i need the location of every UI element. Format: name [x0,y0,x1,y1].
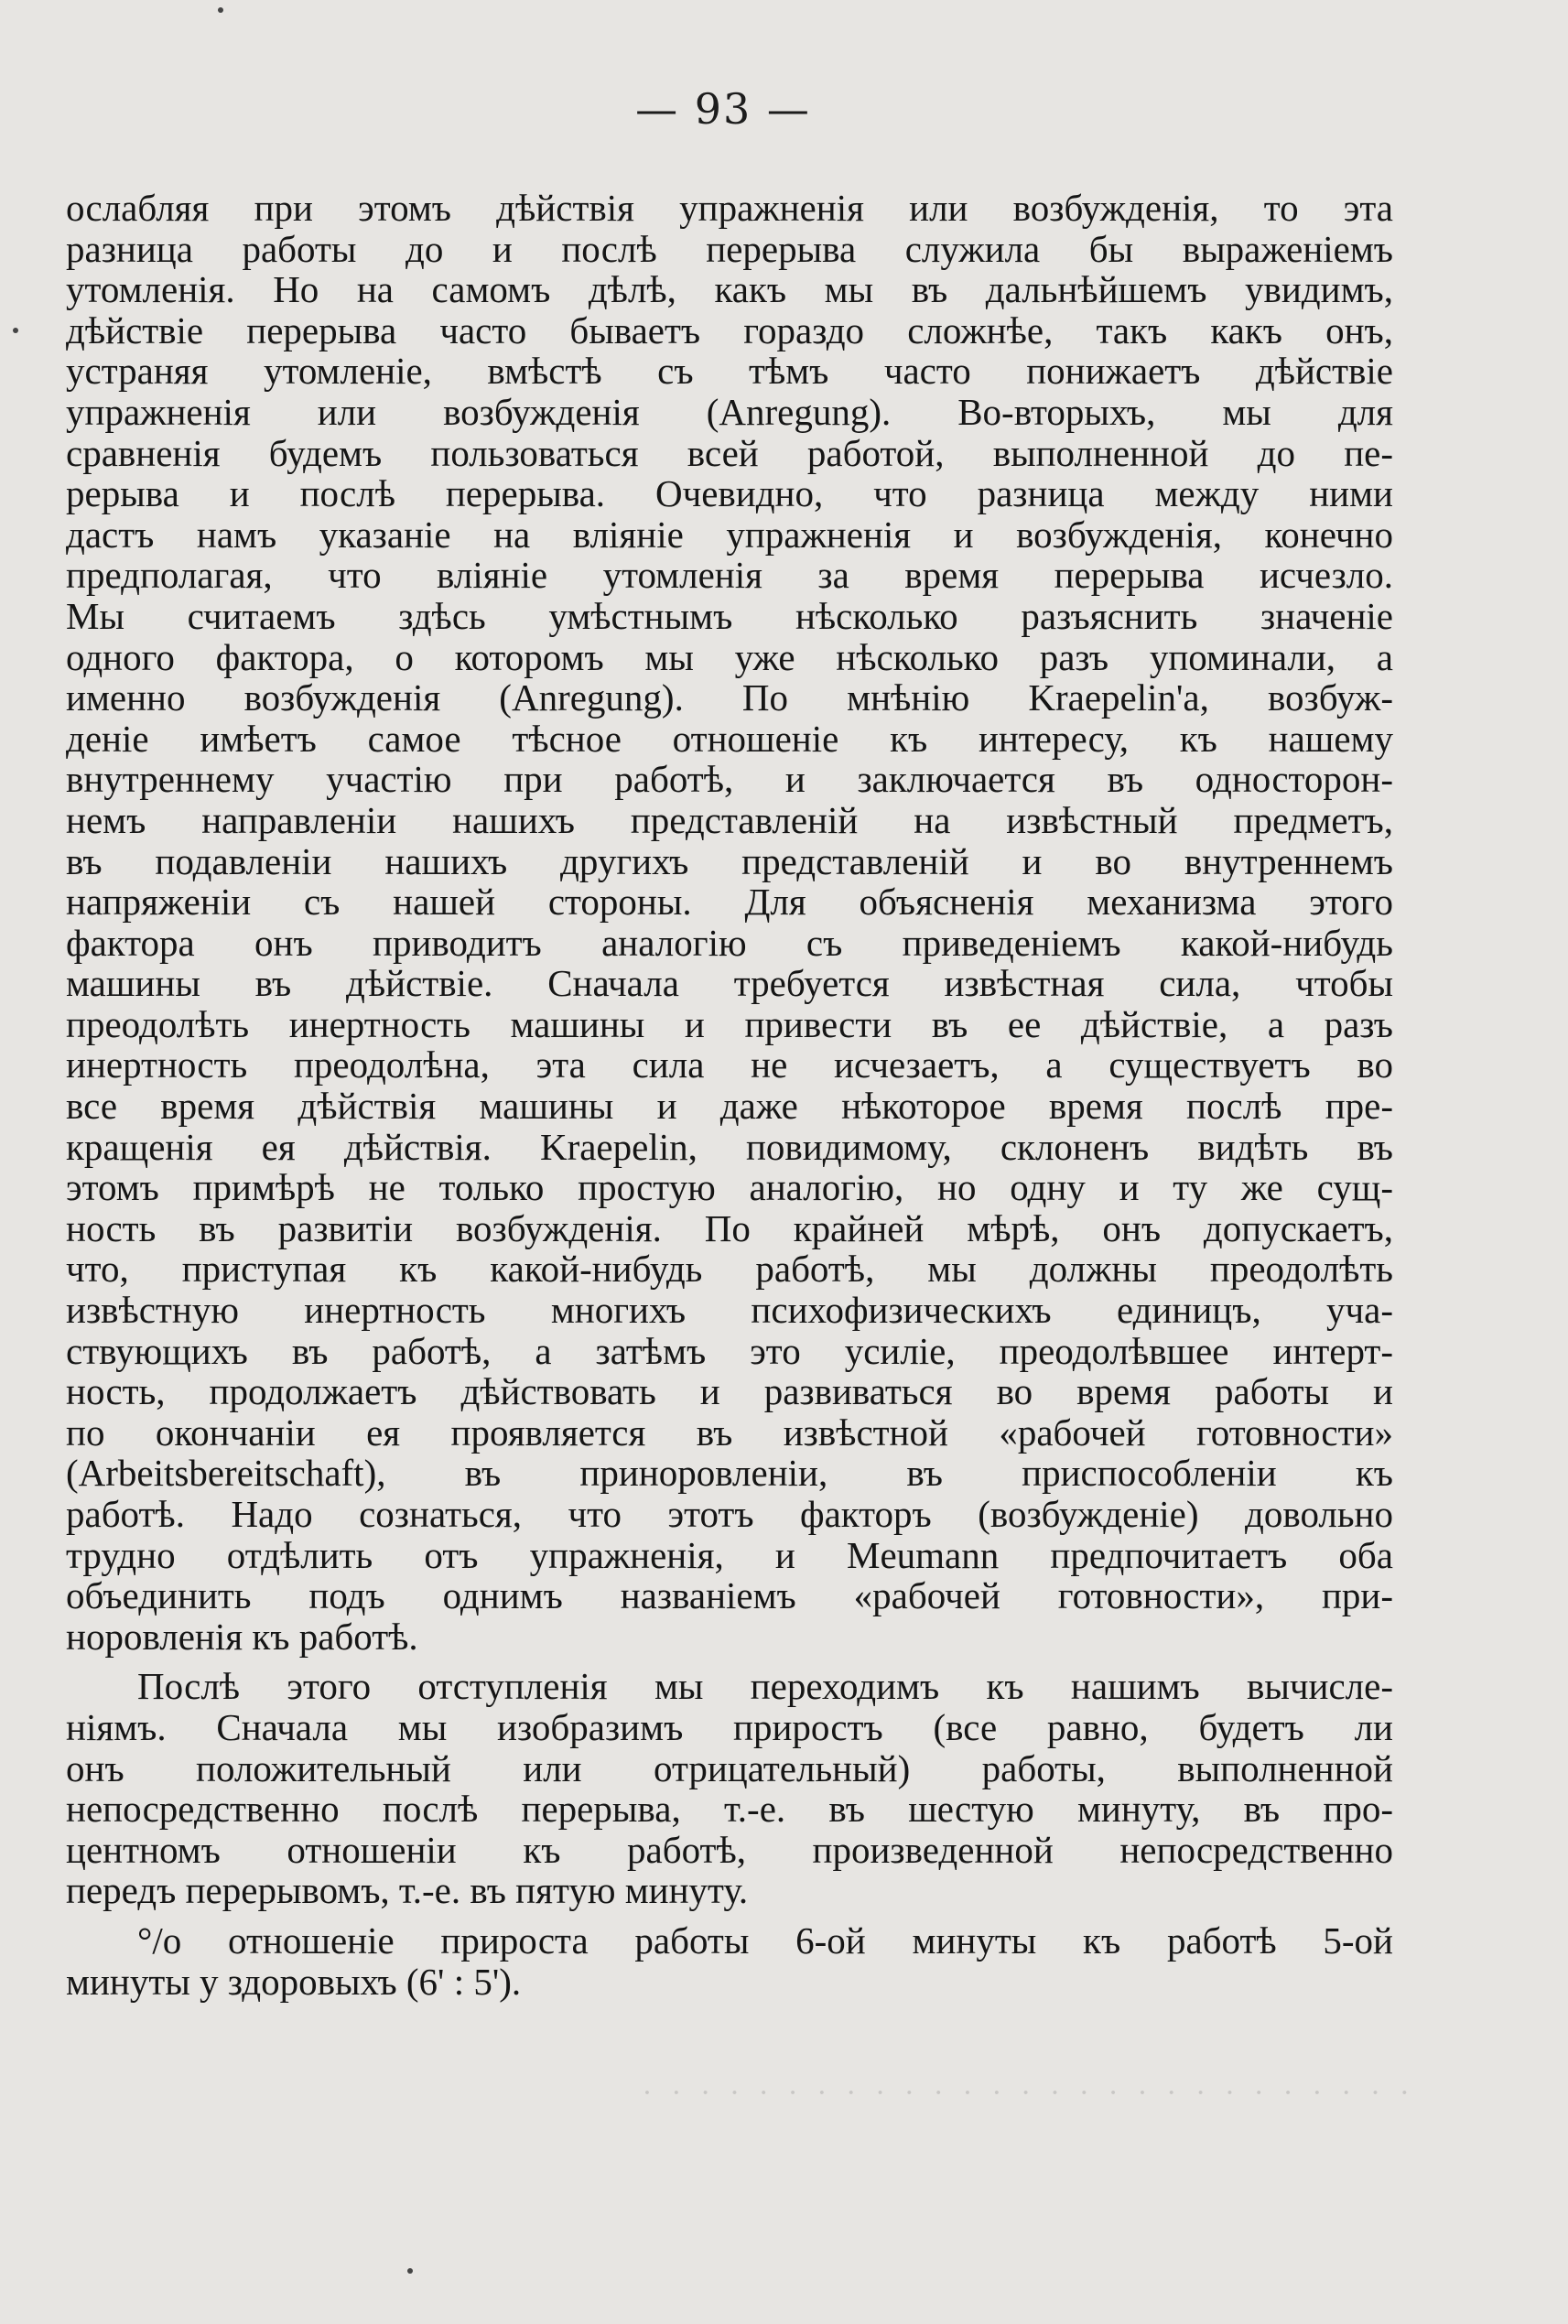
text-line: онъ положительный или отрицательный) работы, выполненной [66,1746,1393,1789]
text-line: °/о отношеніе прироста работы 6-ой минуты къ работѣ 5-ой [137,1919,1393,1962]
text-line: Мы считаемъ здѣсь умѣстнымъ нѣсколько разъяснить значеніе [66,594,1393,637]
text-line: дѣйствіе перерыва часто бываетъ гораздо сложнѣе, такъ какъ онъ, [66,308,1393,351]
page-number: — 93 — [635,84,811,134]
text-line: кращенія ея дѣйствія. Kraepelin, повидимому, склоненъ видѣть въ [66,1125,1393,1168]
text-line: фактора онъ приводитъ аналогію съ приведеніемъ какой-нибудь [66,921,1393,964]
text-line: этомъ примѣрѣ не только простую аналогію, но одну и ту же сущ- [66,1166,1393,1209]
text-line: что, приступая къ какой-нибудь работѣ, мы должны преодолѣть [66,1248,1393,1291]
paragraph [66,1920,1393,2002]
text-line: ніямъ. Сначала мы изобразимъ приростъ (все равно, будетъ ли [66,1705,1393,1748]
text-line: (Arbeitsbereitschaft), въ приноровленіи, въ приспособленіи къ [66,1452,1393,1495]
text-line: ослабляя при этомъ дѣйствія упражненія или возбужденія, то эта [66,187,1393,229]
text-line: напряженіи съ нашей стороны. Для объясненія механизма этого [66,881,1393,924]
text-line: рерыва и послѣ перерыва. Очевидно, что разница между ними [66,472,1393,515]
show-through-text: · · · · · · · · · · · · · · · · · · · · · · · · · · · [636,2076,1410,2110]
paragraph [66,188,1393,1657]
text-line: разница работы до и послѣ перерыва служила бы выраженіемъ [66,227,1393,270]
text-line: внутреннему участію при работѣ, и заключается въ односторон- [66,758,1393,801]
text-line: немъ направленіи нашихъ представленій на извѣстный предметъ, [66,798,1393,841]
text-line: въ подавленіи нашихъ другихъ представленій и во внутреннемъ [66,839,1393,882]
text-line: именно возбужденія (Anregung). По мнѣнію Kraepelin'а, возбуж- [66,676,1393,719]
text-line: норовленія къ работѣ. [66,1615,418,1658]
text-line: ность въ развитіи возбужденія. По крайней мѣрѣ, онъ допускаетъ, [66,1206,1393,1249]
text-line: центномъ отношеніи къ работѣ, произведенной непосредственно [66,1828,1393,1871]
text-line: минуты у здоровыхъ (6' : 5'). [66,1960,522,2003]
text-line: работѣ. Надо сознаться, что этотъ факторъ (возбужденіе) довольно [66,1493,1393,1535]
body-text [66,188,1393,2002]
text-line: сравненія будемъ пользоваться всей работой, выполненной до пе- [66,431,1393,474]
text-line: машины въ дѣйствіе. Сначала требуется извѣстная сила, чтобы [66,962,1393,1005]
text-line: извѣстную инертность многихъ психофизическихъ единицъ, уча- [66,1289,1393,1332]
text-line: ствующихъ въ работѣ, а затѣмъ это усиліе, преодолѣвшее интерт- [66,1329,1393,1372]
text-line: ность, продолжаетъ дѣйствовать и развиваться во время работы и [66,1370,1393,1413]
text-line: одного фактора, о которомъ мы уже нѣсколько разъ упоминали, а [66,635,1393,678]
text-line: Послѣ этого отступленія мы переходимъ къ нашимъ вычисле- [137,1665,1393,1708]
text-line: предполагая, что вліяніе утомленія за время перерыва исчезло. [66,554,1393,597]
text-line: упражненія или возбужденія (Anregung). Во-вторыхъ, мы для [66,390,1393,433]
text-line: деніе имѣетъ самое тѣсное отношеніе къ интересу, къ нашему [66,717,1393,760]
paper-speck [13,328,18,333]
text-line: устраняя утомленіе, вмѣстѣ съ тѣмъ часто понижаетъ дѣйствіе [66,350,1393,393]
text-line: трудно отдѣлить отъ упражненія, и Meumann предпочитаетъ оба [66,1533,1393,1576]
text-line: все время дѣйствія машины и даже нѣкоторое время послѣ пре- [66,1085,1393,1128]
text-line: объединить подъ однимъ названіемъ «рабочей готовности», при- [66,1574,1393,1617]
text-line: передъ перерывомъ, т.-е. въ пятую минуту. [66,1869,749,1912]
paper-speck [407,2268,413,2274]
text-line: инертность преодолѣна, эта сила не исчезаетъ, а существуетъ во [66,1043,1393,1086]
text-line: утомленія. Но на самомъ дѣлѣ, какъ мы въ дальнѣйшемъ увидимъ, [66,268,1393,311]
text-line: преодолѣть инертность машины и привести въ ее дѣйствіе, а разъ [66,1002,1393,1045]
paragraph [66,1666,1393,1911]
paper-speck [218,7,223,13]
text-line: непосредственно послѣ перерыва, т.-е. въ шестую минуту, въ про- [66,1788,1393,1831]
text-line: по окончаніи ея проявляется въ извѣстной «рабочей готовности» [66,1411,1393,1454]
text-line: дастъ намъ указаніе на вліяніе упражненія и возбужденія, конечно [66,513,1393,556]
